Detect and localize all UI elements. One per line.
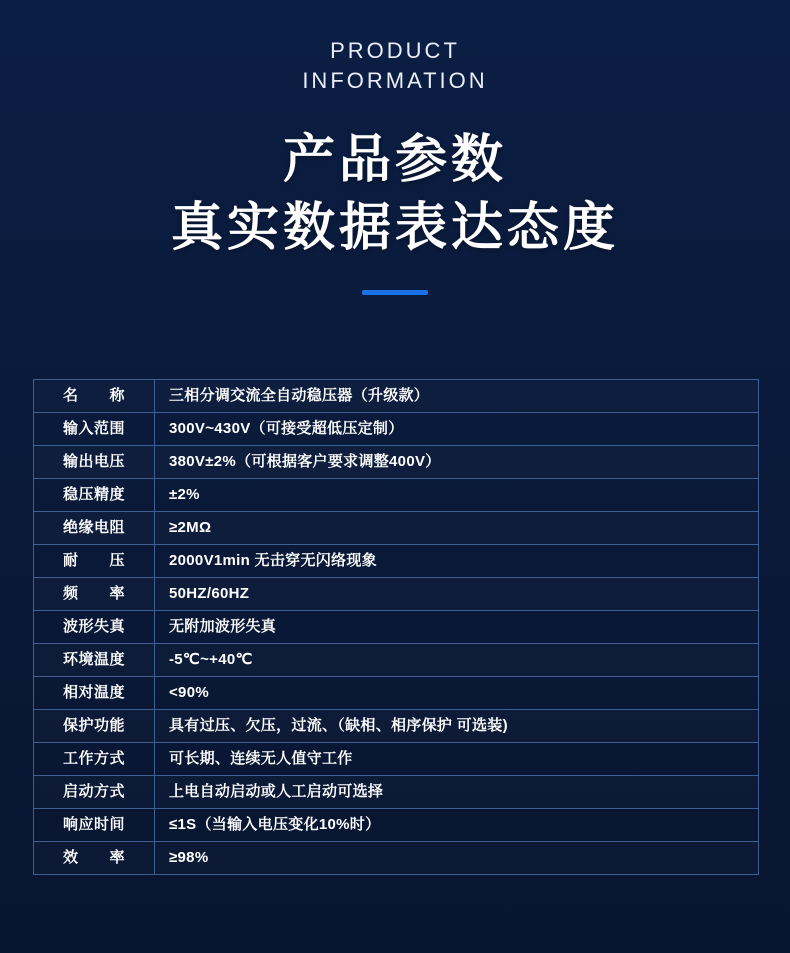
- accent-divider: [362, 290, 428, 295]
- spec-value: ≥98%: [155, 842, 759, 875]
- page-title: [0, 126, 790, 262]
- spec-value: 三相分调交流全自动稳压器（升级款）: [155, 380, 759, 413]
- table-row: [34, 545, 759, 578]
- page-title-line-2: 真实数据表达态度: [170, 199, 619, 257]
- spec-table-body: [34, 380, 759, 875]
- spec-label: 输入范围: [34, 413, 155, 446]
- spec-value: <90%: [155, 677, 759, 710]
- spec-label: 名 称: [34, 380, 155, 413]
- table-row: [34, 809, 759, 842]
- eyebrow-text: [0, 36, 790, 96]
- page-header: [0, 0, 790, 295]
- table-row: [34, 413, 759, 446]
- spec-table: [33, 379, 759, 875]
- spec-value: -5℃~+40℃: [155, 644, 759, 677]
- eyebrow-line-2: INFORMATION: [302, 68, 488, 93]
- table-row: [34, 380, 759, 413]
- spec-label: 启动方式: [34, 776, 155, 809]
- spec-label: 响应时间: [34, 809, 155, 842]
- spec-label: 耐 压: [34, 545, 155, 578]
- spec-value: ≤1S（当输入电压变化10%时）: [155, 809, 759, 842]
- spec-value: 380V±2%（可根据客户要求调整400V）: [155, 446, 759, 479]
- spec-value: 300V~430V（可接受超低压定制）: [155, 413, 759, 446]
- spec-label: 绝缘电阻: [34, 512, 155, 545]
- spec-value: 50HZ/60HZ: [155, 578, 759, 611]
- spec-label: 输出电压: [34, 446, 155, 479]
- spec-value: ≥2MΩ: [155, 512, 759, 545]
- table-row: [34, 479, 759, 512]
- spec-label: 环境温度: [34, 644, 155, 677]
- table-row: [34, 578, 759, 611]
- table-row: [34, 677, 759, 710]
- spec-label: 效 率: [34, 842, 155, 875]
- spec-table-container: [33, 379, 759, 875]
- page-title-line-1: 产品参数: [282, 131, 507, 189]
- table-row: [34, 611, 759, 644]
- spec-value: 无附加波形失真: [155, 611, 759, 644]
- spec-value: 2000V1min 无击穿无闪络现象: [155, 545, 759, 578]
- spec-label: 波形失真: [34, 611, 155, 644]
- eyebrow-line-1: PRODUCT: [330, 38, 460, 63]
- table-row: [34, 776, 759, 809]
- spec-label: 频 率: [34, 578, 155, 611]
- table-row: [34, 512, 759, 545]
- table-row: [34, 644, 759, 677]
- spec-label: 相对温度: [34, 677, 155, 710]
- spec-label: 稳压精度: [34, 479, 155, 512]
- spec-value: 可长期、连续无人值守工作: [155, 743, 759, 776]
- table-row: [34, 446, 759, 479]
- table-row: [34, 743, 759, 776]
- spec-label: 工作方式: [34, 743, 155, 776]
- spec-label: 保护功能: [34, 710, 155, 743]
- spec-value: ±2%: [155, 479, 759, 512]
- table-row: [34, 842, 759, 875]
- spec-value: 上电自动启动或人工启动可选择: [155, 776, 759, 809]
- spec-value: 具有过压、欠压，过流、（缺相、相序保护 可选装): [155, 710, 759, 743]
- table-row: [34, 710, 759, 743]
